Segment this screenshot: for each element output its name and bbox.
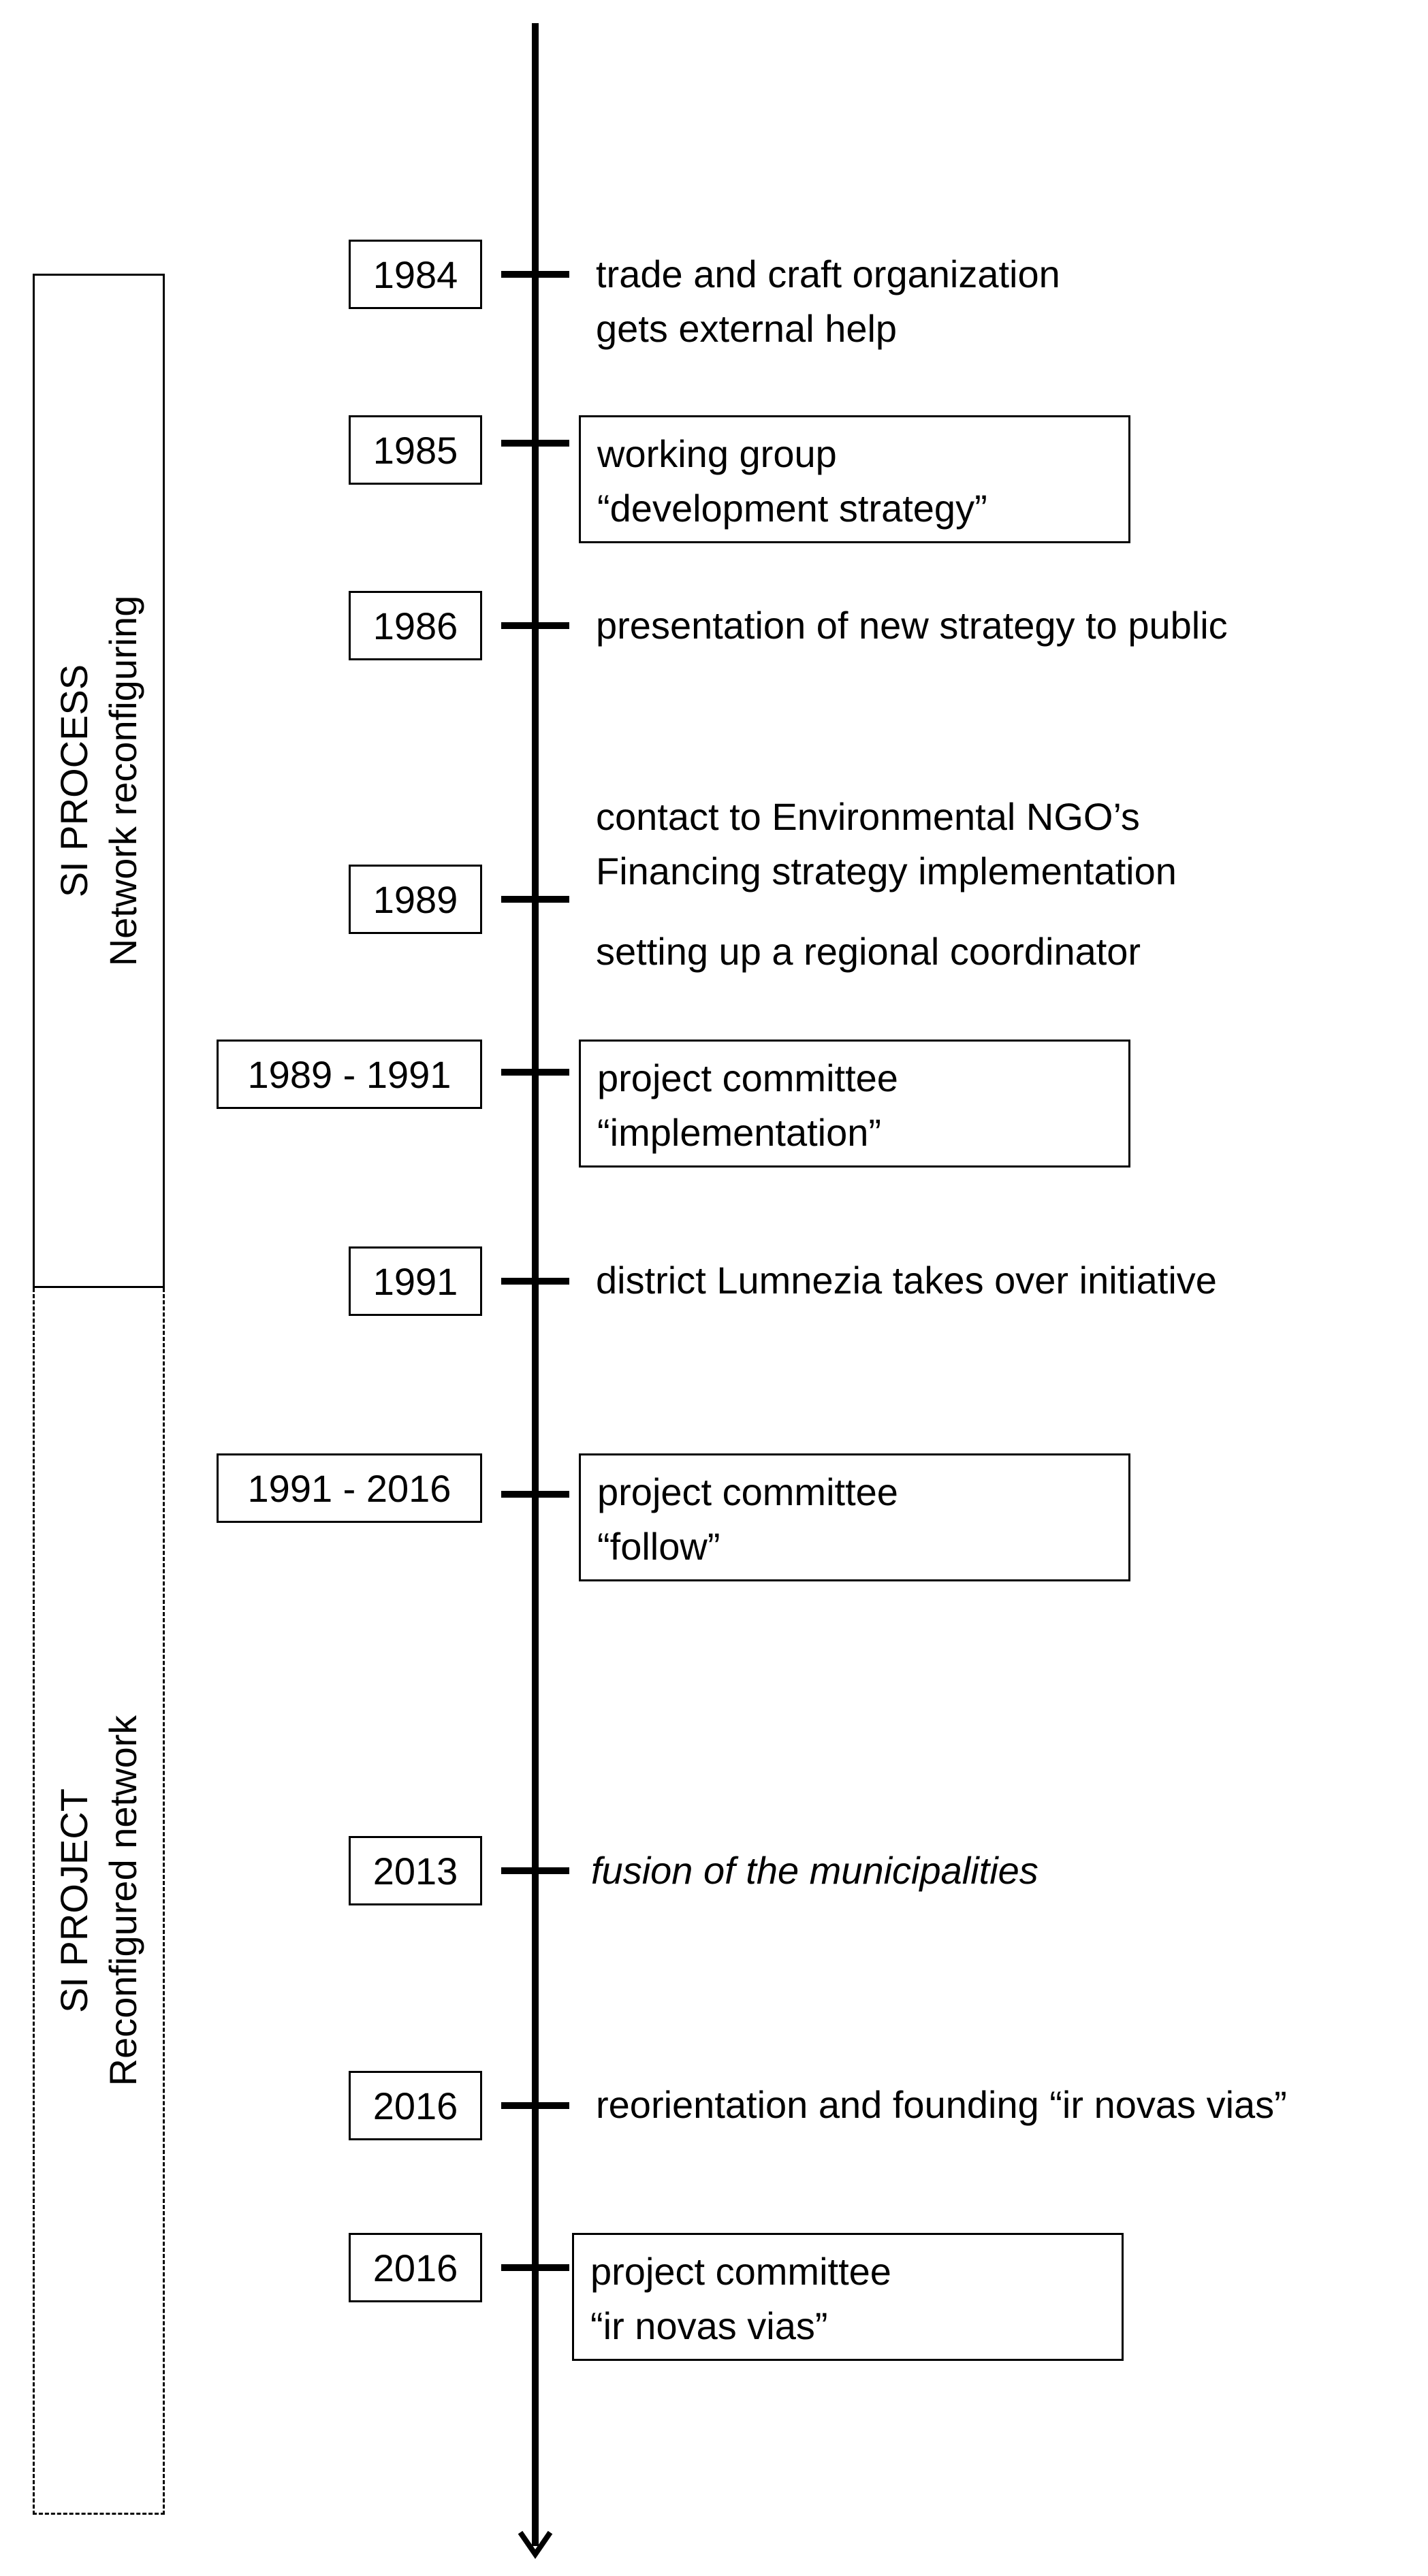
timeline-tick — [501, 622, 569, 629]
event-line: presentation of new strategy to public — [596, 604, 1228, 647]
phase-project-title: SI PROJECT — [52, 1788, 95, 2013]
event-text — [596, 790, 1177, 979]
event-line: fusion of the municipalities — [591, 1849, 1038, 1892]
year-label: 1989 — [349, 865, 482, 934]
year-label: 1991 - 2016 — [217, 1453, 482, 1523]
event-line: “ir novas vias” — [590, 2304, 828, 2347]
event-line: trade and craft organization — [596, 253, 1060, 295]
event-line: working group — [597, 432, 837, 475]
year-label: 2016 — [349, 2233, 482, 2302]
timeline-tick — [501, 2264, 569, 2271]
event-box — [579, 1453, 1130, 1581]
phase-project-subtitle: Reconfigured network — [101, 1715, 144, 2086]
event-box — [572, 2233, 1124, 2361]
timeline-tick — [501, 1069, 569, 1076]
year-label: 2013 — [349, 1836, 482, 1905]
year-label: 1984 — [349, 240, 482, 309]
phase-process-subtitle: Network reconfiguring — [101, 595, 144, 967]
event-line: “development strategy” — [597, 487, 987, 530]
event-text — [596, 2078, 1287, 2132]
event-line: project committee — [597, 1057, 898, 1099]
year-label: 1989 - 1991 — [217, 1040, 482, 1109]
event-box — [579, 1040, 1130, 1168]
phase-process-title: SI PROCESS — [52, 664, 95, 898]
event-line: gets external help — [596, 307, 898, 350]
event-text — [596, 598, 1228, 653]
event-line: project committee — [590, 2250, 891, 2293]
year-label: 1986 — [349, 591, 482, 660]
timeline-tick — [501, 440, 569, 447]
event-text — [591, 1844, 1038, 1898]
event-line: Financing strategy implementation — [596, 850, 1177, 892]
timeline-tick — [501, 2102, 569, 2109]
event-line: contact to Environmental NGO’s — [596, 795, 1140, 838]
event-line: “implementation” — [597, 1111, 882, 1154]
event-line: setting up a regional coordinator — [596, 930, 1141, 973]
timeline-tick — [501, 271, 569, 278]
event-text — [596, 247, 1060, 356]
year-label: 2016 — [349, 2071, 482, 2140]
event-line: district Lumnezia takes over initiative — [596, 1259, 1217, 1302]
timeline-tick — [501, 896, 569, 903]
year-label: 1991 — [349, 1246, 482, 1316]
year-label: 1985 — [349, 415, 482, 485]
event-line: project committee — [597, 1470, 898, 1513]
event-text — [596, 1253, 1217, 1308]
event-line: “follow” — [597, 1525, 720, 1568]
timeline-tick — [501, 1867, 569, 1874]
event-line: reorientation and founding “ir novas vias” — [596, 2083, 1287, 2126]
timeline-tick — [501, 1491, 569, 1498]
timeline-tick — [501, 1278, 569, 1285]
event-box — [579, 415, 1130, 543]
